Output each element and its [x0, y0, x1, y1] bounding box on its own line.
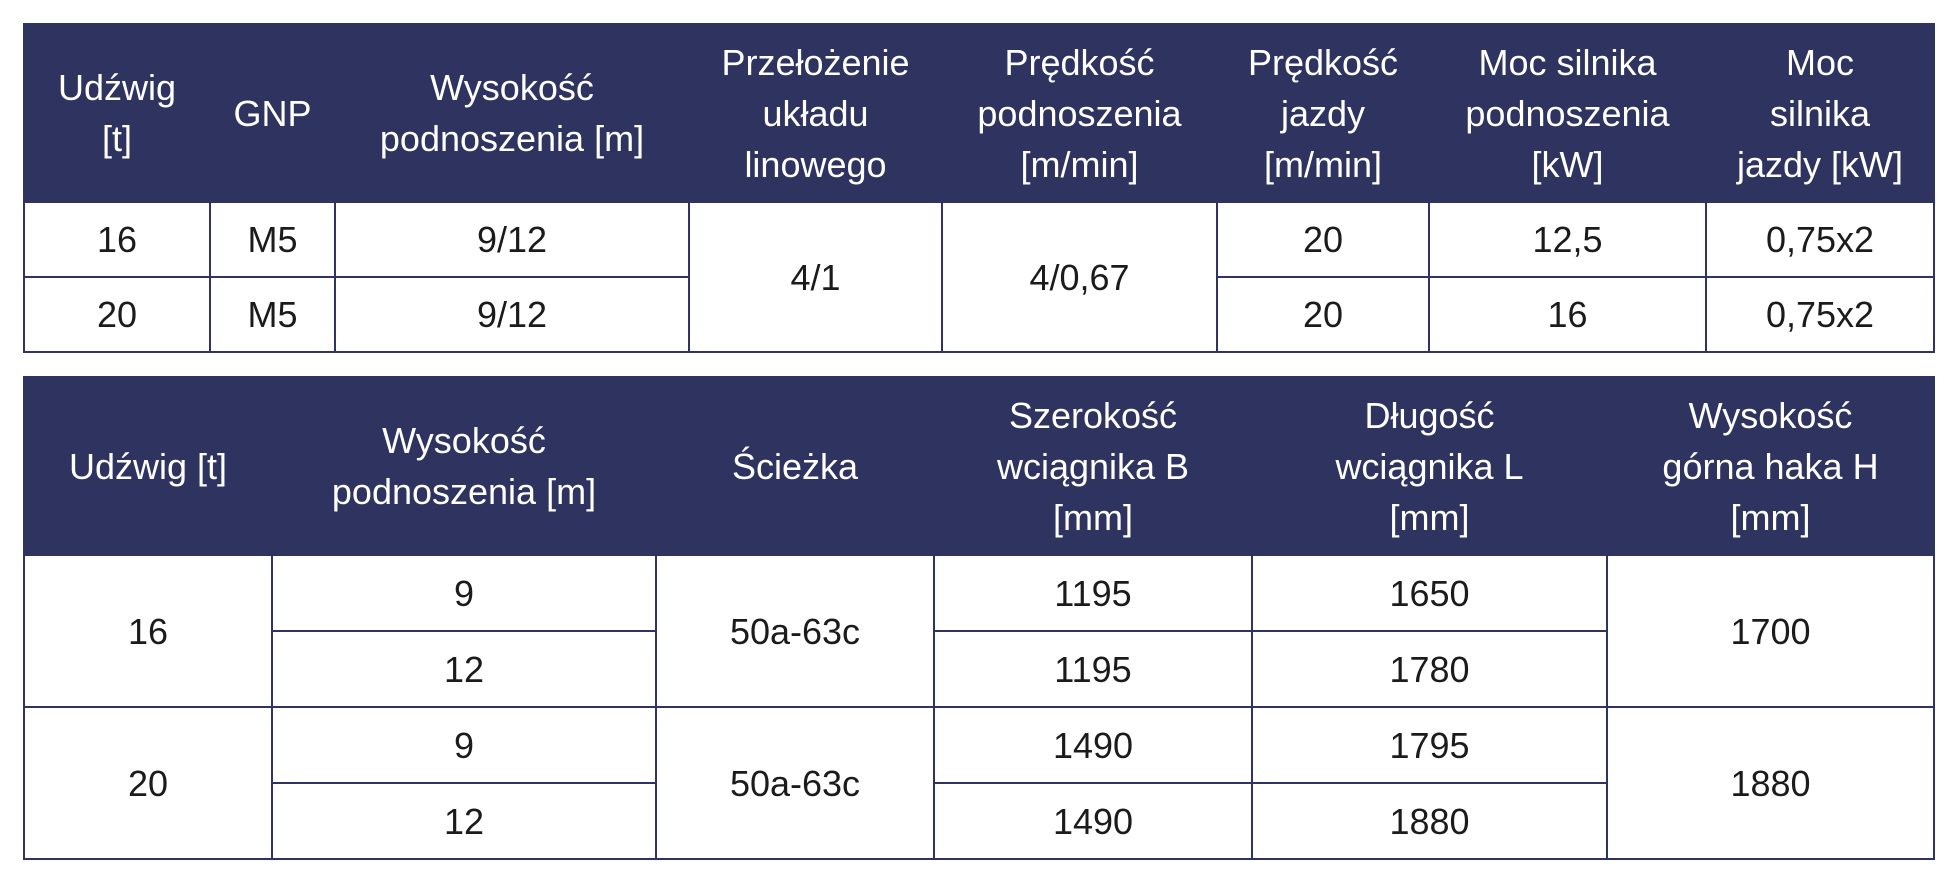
cell-travel-motor-power: 0,75x2: [1706, 202, 1934, 277]
table1-header-row: [24, 24, 1934, 202]
table-row: [24, 707, 1934, 783]
header-hoist-width: Szerokość wciągnika B [mm]: [934, 377, 1252, 555]
cell-hook-height: 1700: [1607, 555, 1934, 707]
table-row: [24, 555, 1934, 631]
header-reeving-ratio: Przełożenie układu linowego: [689, 24, 942, 202]
cell-hoist-length: 1880: [1252, 783, 1607, 859]
header-travel-motor-power: Moc silnika jazdy [kW]: [1706, 24, 1934, 202]
cell-capacity: 20: [24, 707, 272, 859]
cell-travel-motor-power: 0,75x2: [1706, 277, 1934, 352]
cell-hoist-length: 1795: [1252, 707, 1607, 783]
cell-hoist-length: 1780: [1252, 631, 1607, 707]
hoist-dimensions-table: [23, 376, 1935, 860]
cell-hoist-width: 1490: [934, 783, 1252, 859]
cell-reeving-ratio: 4/1: [689, 202, 942, 352]
cell-lifting-height: 9: [272, 707, 656, 783]
table2-header-row: [24, 377, 1934, 555]
header-hoist-length: Długość wciągnika L [mm]: [1252, 377, 1607, 555]
cell-lifting-height: 12: [272, 783, 656, 859]
header-travel-speed: Prędkość jazdy [m/min]: [1217, 24, 1429, 202]
cell-travel-speed: 20: [1217, 202, 1429, 277]
cell-gnp: M5: [210, 202, 335, 277]
header-lifting-speed: Prędkość podnoszenia [m/min]: [942, 24, 1217, 202]
cell-track: 50a-63c: [656, 707, 934, 859]
cell-lifting-height: 9/12: [335, 277, 689, 352]
header-hook-height: Wysokość górna haka H [mm]: [1607, 377, 1934, 555]
cell-capacity: 16: [24, 202, 210, 277]
cell-travel-speed: 20: [1217, 277, 1429, 352]
cell-capacity: 16: [24, 555, 272, 707]
header-track: Ścieżka: [656, 377, 934, 555]
cell-lifting-height: 9: [272, 555, 656, 631]
cell-lifting-motor-power: 12,5: [1429, 202, 1706, 277]
cell-hoist-length: 1650: [1252, 555, 1607, 631]
cell-lifting-speed: 4/0,67: [942, 202, 1217, 352]
header-capacity: Udźwig [t]: [24, 24, 210, 202]
cell-gnp: M5: [210, 277, 335, 352]
header-capacity: Udźwig [t]: [24, 377, 272, 555]
header-lifting-height: Wysokość podnoszenia [m]: [272, 377, 656, 555]
header-gnp: GNP: [210, 24, 335, 202]
cell-capacity: 20: [24, 277, 210, 352]
cell-track: 50a-63c: [656, 555, 934, 707]
cell-lifting-motor-power: 16: [1429, 277, 1706, 352]
table-row: [24, 202, 1934, 277]
cell-lifting-height: 12: [272, 631, 656, 707]
cell-hoist-width: 1195: [934, 555, 1252, 631]
cell-lifting-height: 9/12: [335, 202, 689, 277]
cell-hoist-width: 1490: [934, 707, 1252, 783]
header-lifting-height: Wysokość podnoszenia [m]: [335, 24, 689, 202]
header-lifting-motor-power: Moc silnika podnoszenia [kW]: [1429, 24, 1706, 202]
cell-hook-height: 1880: [1607, 707, 1934, 859]
hoist-parameters-table: [23, 23, 1935, 353]
cell-hoist-width: 1195: [934, 631, 1252, 707]
